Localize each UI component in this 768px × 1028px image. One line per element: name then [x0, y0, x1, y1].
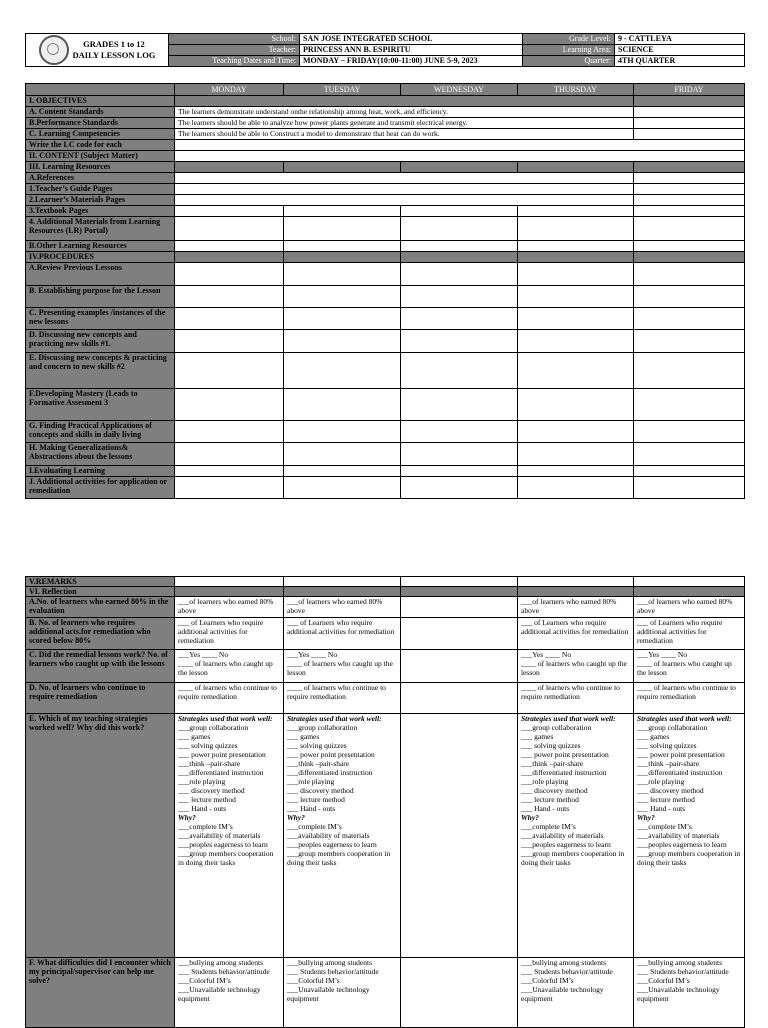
strategies-list: ___group collaboration ___ games ___ solving quizzes ___ power point presentation ___think –pair-share ___differentiated instruction ___role playing ___ discovery method ___ lecture method ___ Hand - outs	[637, 723, 725, 813]
why-list: ___complete IM’s ___availability of materials ___peoples eagerness to learn ___group members cooperation in doing their tasks	[637, 822, 741, 867]
empty-cell	[284, 389, 401, 421]
empty-cell	[518, 308, 634, 330]
difficulties-cell: ___bullying among students ___ Students behavior/attitude ___Colorful IM’s ___Unavailable technology equipment	[634, 958, 745, 1028]
section-fill	[634, 252, 745, 263]
row-label: A.Review Previous Lessons	[26, 263, 175, 286]
section-fill	[518, 252, 634, 263]
why-list: ___complete IM’s ___availability of materials ___peoples eagerness to learn ___group members cooperation in doing their tasks	[178, 822, 274, 867]
strategies-heading: Strategies used that work well:	[637, 714, 732, 723]
empty-cell	[518, 263, 634, 286]
empty-cell	[175, 389, 284, 421]
empty-cell	[284, 308, 401, 330]
yes-no-line: ___Yes ____ No	[178, 650, 229, 659]
difficulties-cell: ___bullying among students ___ Students behavior/attitude ___Colorful IM’s ___Unavailable technology equipment	[284, 958, 401, 1028]
empty-cell	[284, 330, 401, 353]
empty-cell	[175, 466, 284, 477]
empty-cell	[175, 443, 284, 466]
row-label: 1.Teacher’s Guide Pages	[26, 184, 175, 195]
empty-cell	[175, 206, 284, 217]
empty-cell	[634, 118, 745, 129]
quarter-label: Quarter:	[523, 56, 615, 67]
school-value: SAN JOSE INTEGRATED SCHOOL	[300, 34, 523, 45]
strategies-cell	[518, 714, 634, 958]
why-heading: Why?	[178, 813, 196, 822]
section-fill	[518, 587, 634, 597]
strategies-heading: Strategies used that work well:	[521, 714, 616, 723]
section-remarks: V.REMARKS	[26, 577, 175, 587]
empty-cell	[518, 241, 634, 252]
cell-d: ____ of learners who continue to require remediation	[518, 683, 634, 714]
caught-up-line: ____ of learners who caught up the lesson	[521, 659, 627, 677]
empty-cell	[284, 443, 401, 466]
cell-c	[284, 650, 401, 683]
area-value: SCIENCE	[615, 45, 745, 56]
why-heading: Why?	[637, 813, 655, 822]
empty-cell	[284, 353, 401, 389]
empty-cell	[634, 129, 745, 140]
row-label: A. Content Standards	[26, 107, 175, 118]
empty-cell	[634, 217, 745, 241]
empty-cell	[401, 286, 518, 308]
content-standards-value: The learners demonstrate understand onthe relationship among heat, work, and efficiency.	[175, 107, 634, 118]
corner-cell	[26, 84, 175, 96]
empty-cell	[284, 206, 401, 217]
strategies-cell	[284, 714, 401, 958]
deped-seal-icon	[39, 35, 69, 65]
empty-cell	[401, 206, 518, 217]
competencies-value: The learners should be able to Construct a model to demonstrate that heat can do work.	[175, 129, 634, 140]
empty-cell	[175, 173, 634, 184]
empty-cell	[284, 477, 401, 499]
cell-a: ___of learners who earned 80% above	[518, 597, 634, 618]
empty-cell	[175, 286, 284, 308]
yes-no-line: ___Yes ____ No	[521, 650, 572, 659]
cell-b: ___ of Learners who require additional activities for remediation	[634, 618, 745, 650]
empty-cell	[401, 443, 518, 466]
empty-cell	[401, 683, 518, 714]
empty-cell	[634, 184, 745, 195]
row-label: E. Which of my teaching strategies worked well? Why did this work?	[26, 714, 175, 958]
empty-cell	[175, 217, 284, 241]
empty-cell	[634, 206, 745, 217]
empty-cell	[401, 241, 518, 252]
empty-cell	[175, 330, 284, 353]
row-label: II. CONTENT (Subject Matter)	[26, 151, 175, 162]
empty-cell	[401, 330, 518, 353]
dates-label: Teaching Dates and Time:	[169, 56, 300, 67]
strategies-list: ___group collaboration ___ games ___ solving quizzes ___ power point presentation ___think –pair-share ___differentiated instruction ___role playing ___ discovery method ___ lecture method ___ Hand - outs	[287, 723, 375, 813]
empty-cell	[284, 286, 401, 308]
grade-label: Grade Level:	[523, 34, 615, 45]
empty-cell	[634, 353, 745, 389]
row-label: B.Performance Standards	[26, 118, 175, 129]
empty-cell	[175, 353, 284, 389]
row-label: B.Other Learning Resources	[26, 241, 175, 252]
empty-cell	[175, 263, 284, 286]
cell-c	[175, 650, 284, 683]
teacher-value: PRINCESS ANN B. ESPIRITU	[300, 45, 523, 56]
empty-cell	[401, 477, 518, 499]
empty-cell	[401, 353, 518, 389]
empty-cell	[284, 217, 401, 241]
cell-c	[518, 650, 634, 683]
section-fill	[284, 162, 401, 173]
empty-cell	[634, 577, 745, 587]
empty-cell	[284, 577, 401, 587]
row-label: A.References	[26, 173, 175, 184]
why-list: ___complete IM’s ___availability of materials ___peoples eagerness to learn ___group members cooperation in doing their tasks	[287, 822, 391, 867]
empty-cell	[175, 241, 284, 252]
logo-title: GRADES 1 to 12	[83, 39, 145, 49]
section-fill	[284, 252, 401, 263]
empty-cell	[284, 241, 401, 252]
section-fill	[634, 96, 745, 107]
empty-cell	[401, 217, 518, 241]
empty-cell	[518, 421, 634, 443]
section-fill	[401, 252, 518, 263]
row-label: 3.Textbook Pages	[26, 206, 175, 217]
row-label: A.No. of learners who earned 80% in the evaluation	[26, 597, 175, 618]
yes-no-line: ___Yes ____ No	[287, 650, 338, 659]
cell-b: ___ of Learners who require additional activities for remediation	[284, 618, 401, 650]
performance-standards-value: The learners should be able to analyze how power plants generate and transmit electrical energy.	[175, 118, 634, 129]
strategies-cell	[634, 714, 745, 958]
row-label: G. Finding Practical Applications of concepts and skills in daily living	[26, 421, 175, 443]
section-fill	[175, 162, 284, 173]
cell-a: ___of learners who earned 80% above	[634, 597, 745, 618]
logo-block	[26, 34, 169, 67]
empty-cell	[634, 389, 745, 421]
school-label: School:	[169, 34, 300, 45]
empty-cell	[175, 577, 284, 587]
empty-cell	[518, 330, 634, 353]
caught-up-line: ____ of learners who caught up the lesson	[637, 659, 732, 677]
dates-value: MONDAY – FRIDAY(10:00-11:00) JUNE 5-9, 2023	[300, 56, 523, 67]
reflection-table	[25, 576, 745, 1028]
empty-cell	[634, 443, 745, 466]
empty-cell	[401, 466, 518, 477]
empty-cell	[401, 389, 518, 421]
empty-cell	[401, 421, 518, 443]
empty-cell	[634, 107, 745, 118]
strategies-cell	[175, 714, 284, 958]
cell-b: ___ of Learners who require additional activities for remediation	[518, 618, 634, 650]
empty-cell	[518, 353, 634, 389]
cell-b: ___ of Learners who require additional activities for remediation	[175, 618, 284, 650]
cell-d: ____ of learners who continue to require remediation	[284, 683, 401, 714]
empty-cell	[634, 330, 745, 353]
logo-subtitle: DAILY LESSON LOG	[72, 50, 156, 60]
cell-d: ____ of learners who continue to require remediation	[634, 683, 745, 714]
row-label: F. What difficulties did I encounter which my principal/supervisor can help me solve?	[26, 958, 175, 1028]
empty-cell	[401, 597, 518, 618]
empty-cell	[175, 421, 284, 443]
cell-c	[634, 650, 745, 683]
strategies-heading: Strategies used that work well:	[178, 714, 273, 723]
caught-up-line: ____ of learners who caught up the lesson	[178, 659, 273, 677]
difficulties-cell: ___bullying among students ___ Students behavior/attitude ___Colorful IM’s ___Unavailable technology equipment	[175, 958, 284, 1028]
empty-cell	[518, 443, 634, 466]
section-fill	[175, 587, 284, 597]
row-label: B. No. of learners who requires additional acts.for remediation who scored below 80%	[26, 618, 175, 650]
why-heading: Why?	[521, 813, 539, 822]
section-reflection: VI. Reflection	[26, 587, 175, 597]
section-fill	[634, 162, 745, 173]
caught-up-line: ____ of learners who caught up the lesson	[287, 659, 393, 677]
section-fill	[175, 252, 284, 263]
empty-cell	[518, 217, 634, 241]
section-fill	[175, 96, 634, 107]
row-label: C. Did the remedial lessons work? No. of learners who caught up with the lessons	[26, 650, 175, 683]
empty-cell	[401, 263, 518, 286]
empty-cell	[634, 263, 745, 286]
empty-cell	[175, 151, 745, 162]
row-label: E. Discussing new concepts & practicing and concern to new skills #2	[26, 353, 175, 389]
empty-cell	[518, 477, 634, 499]
empty-cell	[634, 241, 745, 252]
empty-cell	[175, 195, 634, 206]
empty-cell	[175, 477, 284, 499]
section-fill	[284, 587, 401, 597]
empty-cell	[284, 263, 401, 286]
section-fill	[518, 162, 634, 173]
section-procedures: IV.PROCEDURES	[26, 252, 175, 263]
empty-cell	[401, 958, 518, 1028]
empty-cell	[634, 173, 745, 184]
day-header: THURSDAY	[518, 84, 634, 96]
cell-a: ___of learners who earned 80% above	[284, 597, 401, 618]
row-label: J. Additional activities for application or remediation	[26, 477, 175, 499]
teacher-label: Teacher:	[169, 45, 300, 56]
row-label: 4. Additional Materials from Learning Resources (LR) Portal)	[26, 217, 175, 241]
empty-cell	[401, 308, 518, 330]
empty-cell	[401, 650, 518, 683]
strategies-list: ___group collaboration ___ games ___ solving quizzes ___ power point presentation ___think –pair-share ___differentiated instruction ___role playing ___ discovery method ___ lecture method ___ Hand - outs	[178, 723, 266, 813]
empty-cell	[175, 308, 284, 330]
empty-cell	[634, 421, 745, 443]
row-label: I.Evaluating Learning	[26, 466, 175, 477]
difficulties-cell: ___bullying among students ___ Students behavior/attitude ___Colorful IM’s ___Unavailable technology equipment	[518, 958, 634, 1028]
empty-cell	[634, 477, 745, 499]
section-resources: III. Learning Resources	[26, 162, 175, 173]
empty-cell	[401, 577, 518, 587]
empty-cell	[634, 195, 745, 206]
row-label: H. Making Generalizations& Abstractions about the lessons	[26, 443, 175, 466]
empty-cell	[284, 421, 401, 443]
empty-cell	[401, 618, 518, 650]
day-header: TUESDAY	[284, 84, 401, 96]
cell-a: ___of learners who earned 80% above	[175, 597, 284, 618]
day-header: MONDAY	[175, 84, 284, 96]
section-objectives: I. OBJECTIVES	[26, 96, 175, 107]
row-label: D. Discussing new concepts and practicing new skills #1.	[26, 330, 175, 353]
empty-cell	[518, 206, 634, 217]
why-heading: Why?	[287, 813, 305, 822]
empty-cell	[284, 466, 401, 477]
section-fill	[401, 162, 518, 173]
section-fill	[401, 587, 518, 597]
row-label: C. Learning Competencies	[26, 129, 175, 140]
header-table	[25, 33, 745, 67]
empty-cell	[175, 140, 745, 151]
empty-cell	[175, 184, 634, 195]
day-header: WEDNESDAY	[401, 84, 518, 96]
area-label: Learning Area:	[523, 45, 615, 56]
day-header: FRIDAY	[634, 84, 745, 96]
empty-cell	[634, 466, 745, 477]
empty-cell	[518, 466, 634, 477]
strategies-heading: Strategies used that work well:	[287, 714, 382, 723]
empty-cell	[401, 714, 518, 958]
logo-text	[73, 39, 156, 61]
grade-value: 9 - CATTLEYA	[615, 34, 745, 45]
empty-cell	[518, 286, 634, 308]
strategies-list: ___group collaboration ___ games ___ solving quizzes ___ power point presentation ___think –pair-share ___differentiated instruction ___role playing ___ discovery method ___ lecture method ___ Hand - outs	[521, 723, 609, 813]
yes-no-line: ___Yes ____ No	[637, 650, 688, 659]
why-list: ___complete IM’s ___availability of materials ___peoples eagerness to learn ___group members cooperation in doing their tasks	[521, 822, 625, 867]
row-label: D. No. of learners who continue to require remediation	[26, 683, 175, 714]
row-label: F.Developing Mastery (Leads to Formative Assesment 3	[26, 389, 175, 421]
row-label: B. Establishing purpose for the Lesson	[26, 286, 175, 308]
row-label: Write the LC code for each	[26, 140, 175, 151]
empty-cell	[518, 389, 634, 421]
row-label: 2.Learner’s Materials Pages	[26, 195, 175, 206]
lesson-log-table	[25, 83, 745, 499]
empty-cell	[634, 286, 745, 308]
row-label: C. Presenting examples /instances of the new lessons	[26, 308, 175, 330]
quarter-value: 4TH QUARTER	[615, 56, 745, 67]
empty-cell	[634, 308, 745, 330]
cell-d: ____ of learners who continue to require remediation	[175, 683, 284, 714]
empty-cell	[518, 577, 634, 587]
section-fill	[634, 587, 745, 597]
